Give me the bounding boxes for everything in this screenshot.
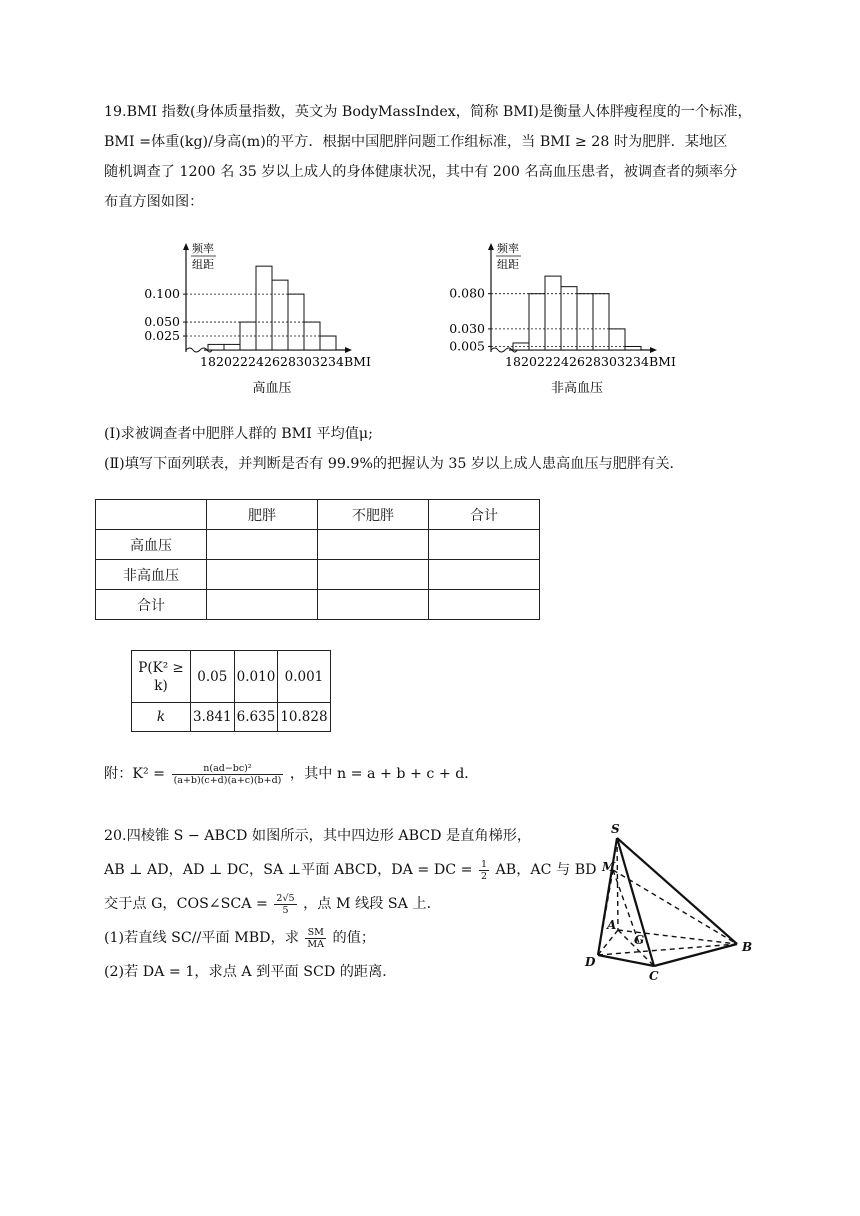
y-axis-arrow bbox=[183, 243, 189, 250]
x-axis-arrow bbox=[345, 347, 352, 353]
q20-line-2-text: AB ⊥ AD，AD ⊥ DC，SA ⊥平面 ABCD，DA = DC = bbox=[104, 862, 473, 878]
x-tick-label: 34 bbox=[633, 354, 649, 369]
q20-part-1 bbox=[104, 921, 564, 955]
edge-SD bbox=[598, 838, 617, 955]
label-S: S bbox=[611, 822, 620, 836]
y-tick-label: 0.025 bbox=[144, 328, 180, 344]
appendix-formula bbox=[104, 757, 780, 791]
table-row bbox=[96, 560, 540, 590]
table-cell bbox=[318, 530, 429, 560]
q20-line-3-text: 交于点 G，COS∠SCA = bbox=[104, 896, 268, 912]
q20-line-2-tail: AB，AC 与 BD bbox=[495, 862, 597, 878]
table-cell: 0.05 bbox=[191, 651, 235, 703]
histogram-bar bbox=[561, 287, 577, 350]
formula-denominator: (a+b)(c+d)(a+c)(b+d) bbox=[173, 774, 282, 786]
x-tick-label: 30 bbox=[601, 354, 617, 369]
q19-part-1: (Ⅰ)求被调查者中肥胖人群的 BMI 平均值μ; bbox=[104, 426, 373, 442]
edge-SB bbox=[617, 838, 737, 944]
formula-numerator: n(ad−bc)² bbox=[172, 763, 284, 775]
y-tick-label: 0.050 bbox=[144, 314, 180, 330]
q19-line-2: BMI =体重(kg)/身高(m)的平方．根据中国肥胖问题工作组标准，当 BMI ≥ 28 时为肥胖．某地区 bbox=[104, 134, 728, 150]
table-cell bbox=[318, 560, 429, 590]
histogram-bar bbox=[625, 346, 641, 350]
table-cell bbox=[96, 500, 207, 530]
table-cell bbox=[429, 530, 540, 560]
q20-text bbox=[104, 819, 597, 989]
table-header-not-obese: 不肥胖 bbox=[318, 500, 429, 530]
row-label-total: 合计 bbox=[96, 590, 207, 620]
q20-line-2 bbox=[104, 853, 597, 887]
table-row bbox=[96, 500, 540, 530]
label-A: A bbox=[607, 918, 617, 932]
q19-parts bbox=[104, 419, 780, 479]
fraction-numerator: 2√5 bbox=[276, 892, 295, 904]
histogram-bar bbox=[224, 344, 240, 350]
q19-line-3: 随机调查了 1200 名 35 岁以上成人的身体健康状况，其中有 200 名高血压患者，被调查者的频率分 bbox=[104, 164, 738, 180]
table-header-total: 合计 bbox=[429, 500, 540, 530]
k-label bbox=[132, 703, 191, 732]
histogram-non-hypertension bbox=[445, 235, 735, 400]
table-cell: 6.635 bbox=[234, 703, 278, 732]
y-tick-label: 0.100 bbox=[144, 286, 180, 302]
x-axis-label: BMI bbox=[344, 354, 371, 369]
histogram-bar bbox=[593, 294, 609, 350]
fraction-cos bbox=[274, 893, 296, 916]
histogram-hypertension bbox=[140, 235, 430, 400]
table-row bbox=[132, 651, 331, 703]
histogram-bar bbox=[256, 266, 272, 350]
q20-line-3-tail: ，点 M 线段 SA 上． bbox=[303, 896, 441, 912]
y-label-top: 频率 bbox=[192, 242, 214, 255]
histogram-bar bbox=[272, 280, 288, 350]
chart-title: 高血压 bbox=[252, 381, 292, 396]
q19-text bbox=[104, 97, 780, 217]
x-tick-label: 20 bbox=[521, 354, 537, 369]
histogram-bar bbox=[320, 336, 336, 350]
x-tick-label: 32 bbox=[312, 354, 328, 369]
q20-part-1-tail: 的值； bbox=[332, 930, 376, 946]
x-tick-label: 18 bbox=[200, 354, 216, 369]
x-axis-label: BMI bbox=[649, 354, 676, 369]
table-header-obese: 肥胖 bbox=[207, 500, 318, 530]
table-cell bbox=[429, 590, 540, 620]
x-tick-label: 26 bbox=[264, 354, 280, 369]
q20-part-1-text: (1)若直线 SC//平面 MBD，求 bbox=[104, 930, 299, 946]
q20-line-1: 20.四棱锥 S − ABCD 如图所示，其中四边形 ABCD 是直角梯形， bbox=[104, 828, 532, 844]
q19-line-1: 19.BMI 指数(身体质量指数，英文为 BodyMassIndex，简称 BMI)是衡量人体胖瘦程度的一个标准， bbox=[104, 104, 752, 120]
x-tick-label: 24 bbox=[553, 354, 569, 369]
table-cell bbox=[207, 560, 318, 590]
x-tick-label: 20 bbox=[216, 354, 232, 369]
x-tick-label: 24 bbox=[248, 354, 264, 369]
table-cell bbox=[429, 560, 540, 590]
x-tick-label: 34 bbox=[328, 354, 344, 369]
histogram-bar bbox=[577, 294, 593, 350]
fraction-numerator: 1 bbox=[480, 858, 488, 870]
y-tick-label: 0.080 bbox=[449, 285, 485, 301]
q20-line-3 bbox=[104, 887, 564, 921]
label-D: D bbox=[585, 955, 596, 969]
fraction-numerator: SM bbox=[305, 927, 326, 939]
edge-SA bbox=[617, 838, 618, 930]
row-label-non-hypertension: 非高血压 bbox=[96, 560, 207, 590]
y-tick-label: 0.030 bbox=[449, 320, 485, 336]
label-G: G bbox=[634, 933, 645, 947]
chart-title: 非高血压 bbox=[550, 381, 604, 396]
q20-part-2: (2)若 DA = 1，求点 A 到平面 SCD 的距离． bbox=[104, 964, 397, 980]
formula-fraction bbox=[172, 763, 284, 786]
x-tick-label: 28 bbox=[280, 354, 296, 369]
table-row bbox=[96, 590, 540, 620]
edge-CB bbox=[654, 944, 737, 966]
appendix-suffix: ，其中 n = a + b + c + d． bbox=[289, 766, 479, 782]
pyramid-figure bbox=[565, 820, 760, 980]
label-M: M bbox=[602, 860, 616, 874]
y-label-bottom: 组距 bbox=[497, 258, 519, 271]
table-row bbox=[96, 530, 540, 560]
fraction-sm-ma bbox=[305, 927, 326, 950]
k-label-text: k bbox=[156, 709, 166, 725]
x-tick-label: 18 bbox=[505, 354, 521, 369]
x-axis-arrow bbox=[650, 347, 657, 353]
table-row bbox=[132, 703, 331, 732]
x-tick-label: 30 bbox=[296, 354, 312, 369]
edge-MB bbox=[613, 870, 737, 944]
fraction-one-half bbox=[479, 859, 489, 882]
fraction-denominator: 5 bbox=[282, 904, 289, 916]
q19-part-2: (Ⅱ)填写下面列联表，并判断是否有 99.9%的把握认为 35 岁以上成人患高血压与肥胖有关． bbox=[104, 456, 684, 472]
table-cell: 3.841 bbox=[191, 703, 235, 732]
y-tick-label: 0.005 bbox=[449, 338, 485, 354]
x-tick-label: 22 bbox=[232, 354, 248, 369]
histogram-bar bbox=[208, 344, 224, 350]
table-cell: 0.001 bbox=[278, 651, 330, 703]
x-tick-label: 22 bbox=[537, 354, 553, 369]
table-cell bbox=[207, 590, 318, 620]
y-label-bottom: 组距 bbox=[192, 258, 214, 271]
table-cell bbox=[318, 590, 429, 620]
histogram-bar bbox=[529, 294, 545, 350]
table-cell bbox=[207, 530, 318, 560]
x-tick-label: 28 bbox=[585, 354, 601, 369]
label-C: C bbox=[649, 969, 659, 980]
contingency-table bbox=[95, 499, 540, 620]
y-axis-arrow bbox=[488, 243, 494, 250]
table-cell: 10.828 bbox=[278, 703, 330, 732]
x-tick-label: 26 bbox=[569, 354, 585, 369]
appendix-prefix: 附：K² = bbox=[104, 766, 166, 782]
fraction-denominator: 2 bbox=[480, 870, 488, 882]
x-tick-label: 32 bbox=[617, 354, 633, 369]
histogram-bar bbox=[545, 276, 561, 350]
q19-line-4: 布直方图如图： bbox=[104, 194, 204, 210]
y-label-top: 频率 bbox=[497, 242, 519, 255]
label-B: B bbox=[742, 940, 753, 954]
row-label-hypertension: 高血压 bbox=[96, 530, 207, 560]
fraction-denominator: MA bbox=[307, 938, 325, 950]
p-label: P(K² ≥ k) bbox=[132, 651, 191, 703]
critical-value-table bbox=[131, 650, 331, 732]
table-cell: 0.010 bbox=[234, 651, 278, 703]
